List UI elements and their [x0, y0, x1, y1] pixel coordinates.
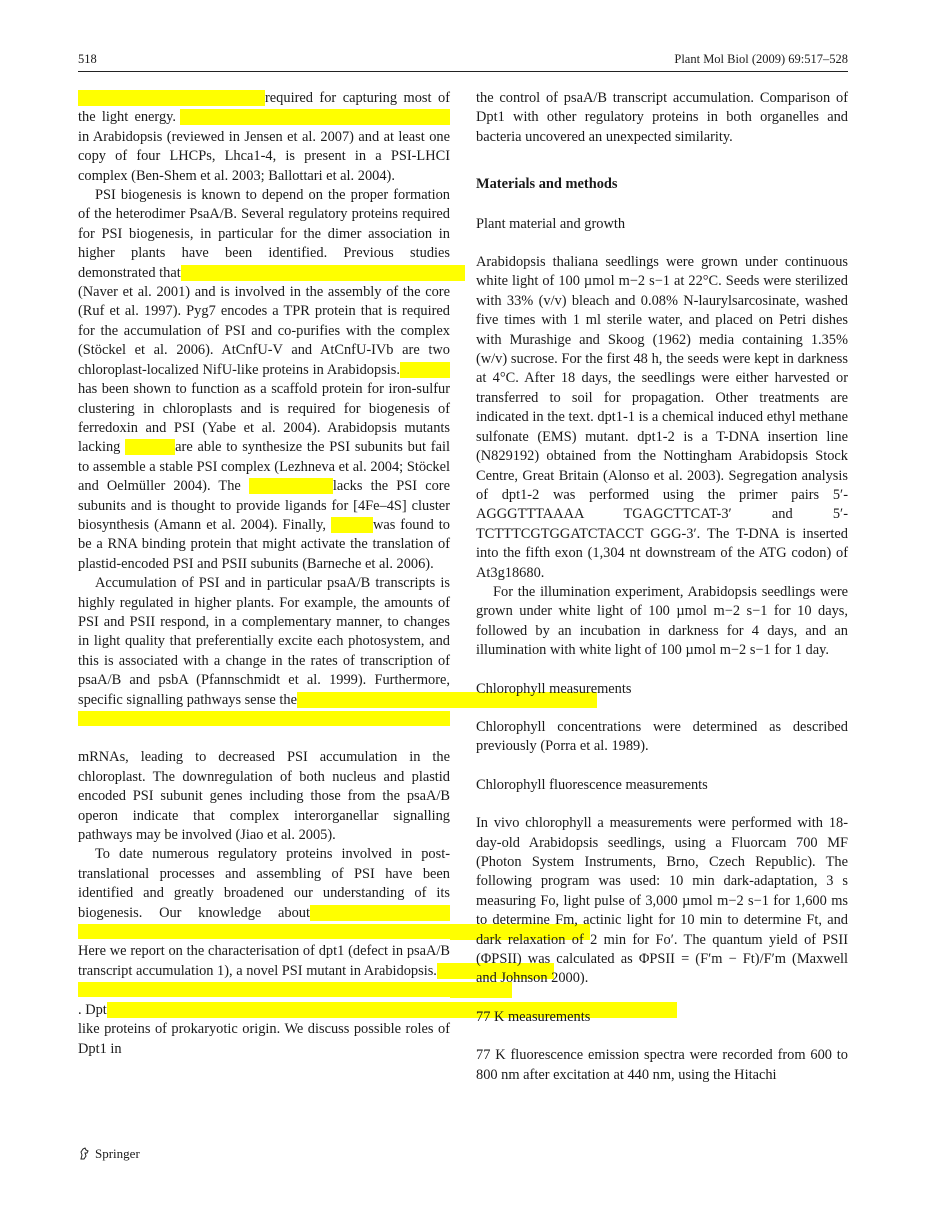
- springer-horse-icon: [78, 1147, 91, 1160]
- section-heading-methods: Materials and methods: [476, 176, 618, 193]
- blank-line: [476, 757, 848, 776]
- text-rep-b: Here we report on the characterisation of dpt1 (defect in psaA/B transcript accumulation 1), a novel PSI mutant in Arabidopsis.: [78, 943, 450, 979]
- text-rep-c: . Dpt: [78, 1001, 107, 1018]
- running-header: [78, 52, 848, 70]
- page-number: 518: [78, 52, 97, 66]
- text-psi-e: lacks the PSI core subunits and is thought to provide ligands for [4Fe–4S] cluster biosynthesis (Amann et al. 2004). Finally,: [78, 478, 450, 533]
- paragraph-accumulation: [78, 574, 450, 729]
- redaction-highlight: [331, 517, 373, 533]
- paragraph-comparison: the control of psaA/B transcript accumulation. Comparison of Dpt1 with other regulatory proteins in both organelles and bacteria uncovered an unexpected similarity.: [476, 90, 848, 145]
- redaction-highlight: [181, 265, 333, 281]
- redaction-highlight: [310, 905, 450, 921]
- right-column: [476, 89, 848, 1085]
- blank-line: [476, 989, 848, 1008]
- blank-line: [78, 729, 450, 748]
- journal-citation: Plant Mol Biol (2009) 69:517–528: [674, 52, 848, 66]
- publisher-name: Springer: [95, 1146, 140, 1161]
- subheading-plant-material: Plant material and growth: [476, 215, 626, 232]
- redaction-highlight: [333, 265, 465, 281]
- text-psi-f: was found to be a RNA binding protein that might activate the translation of plastid-encoded PSI and PSII subunits (Barneche et al. 2006).: [78, 516, 450, 572]
- text-rep-d: like proteins of prokaryotic origin. We discuss possible roles of Dpt1 in: [78, 1021, 450, 1057]
- redaction-highlight: [249, 478, 333, 494]
- paragraph-plant-material: Arabidopsis thaliana seedlings were grown under continuous white light of 100 µmol m−2 s−1 at 22°C. Seeds were sterilized with 33% (v/v) bleach and 0.08% N-laurylsarcosinate, washed five times with 1 ml sterile water, and placed on Petri dishes with Murashige and Skoog (1962) media containing 1.35% (w/v) sucrose. For the first 48 h, the seeds were kept in darkness at 4°C. After 18 days, the seedlings were either harvested or transferred to soil for propagation. Other treatments are indicated in the text. dpt1-1 is a chemical induced ethyl methane sulfonate (EMS) mutant. dpt1-2 is a T-DNA insertion line (N829192) obtained from the Nottingham Arabidopsis Stock Centre, Great Britain (Alonso et al. 2003). Segregation analysis of dpt1-2 was performed using the primer pairs 5′-AGGGTTTAAAA TGAGCTTCAT-3′ and 5′-TCTTTCGTGGATCTACCT GGG-3′. The T-DNA is inserted into the fifth exon (1,304 nt downstream of the ATG codon) of At3g18680.: [476, 254, 848, 581]
- paragraph-psi-biogenesis: [78, 186, 450, 574]
- text-lhc-energy: required for capturing most of the light energy.: [78, 90, 450, 126]
- footer: [78, 1146, 140, 1162]
- redaction-highlight: [78, 711, 450, 726]
- paragraph-77k: 77 K fluorescence emission spectra were recorded from 600 to 800 nm after excitation at 440 nm, using the Hitachi: [476, 1047, 848, 1083]
- redaction-highlight: [78, 924, 450, 939]
- paragraph-fluorescence: In vivo chlorophyll a measurements were performed with 18-day-old Arabidopsis seedlings, using a Fluorcam 700 MF (Photon System Instruments, Brno, Czech Republic). The following program was used: 10 min dark-adaptation, 3 s measuring Fo, light pulse of 3,000 µmol m−2 s−1 for 1,600 ms to determine Fm, actinic light for 10 min to determine Ft, and dark relaxation of 2 min for Fo′. The quantum yield of PSII (ΦPSII) was calculated as ΦPSII = (F′m − Ft)/F′m (Maxwell and Johnson 2000).: [476, 815, 848, 987]
- subheading-77k: 77 K measurements: [476, 1008, 591, 1025]
- redaction-highlight: [125, 439, 175, 455]
- paragraph-illumination: For the illumination experiment, Arabidopsis seedlings were grown under white light of 100 µmol m−2 s−1 for 10 days, followed by an incubation in darkness for 4 days, and an illumination with white light of 100 µmol m−2 s−1 for 1 day.: [476, 583, 848, 659]
- subheading-fluorescence: Chlorophyll fluorescence measurements: [476, 776, 708, 793]
- text-psi-a: PSI biogenesis is known to depend on the proper formation of the heterodimer PsaA/B. Several regulatory proteins required for PSI biogenesis, in particular for the dimer association in higher plants have been identified. Previous studies demonstrated that: [78, 187, 450, 281]
- text-acc-a: Accumulation of PSI and in particular psaA/B transcripts is highly regulated in higher plants. For example, the amounts of PSI and PSII respond, in a complementary manner, to changes in light quality that preferentially excite each photosystem, and this is associated with a change in the rates of transcription of psaA/B and psbA (Pfannschmidt et al. 1999). Furthermore, specific signalling pathways sense the: [78, 575, 450, 708]
- paragraph-report: [78, 845, 450, 1058]
- text-psi-c: has been shown to function as a scaffold protein for iron-sulfur clustering in chloroplasts and is required for biogenesis of ferredoxin and PSI (Yabe et al. 2004). Arabidopsis mutants lacking: [78, 381, 450, 456]
- redaction-highlight: [107, 1002, 383, 1018]
- redaction-highlight: [78, 982, 450, 997]
- paragraph-chlorophyll: Chlorophyll concentrations were determined as described previously (Porra et al. 1989).: [476, 718, 848, 755]
- paragraph-lhc: [78, 89, 450, 186]
- text-acc-b: mRNAs, leading to decreased PSI accumulation in the chloroplast. The downregulation of both nucleus and plastid encoded PSI subunit genes including those from the psaA/B operon indicate that complex interorganellar signalling pathways may be involved (Jiao et al. 2005).: [78, 749, 450, 844]
- left-column: [78, 89, 450, 1059]
- blank-line: [476, 661, 848, 680]
- redaction-highlight: [180, 109, 450, 125]
- header-rule: [78, 71, 848, 72]
- text-psi-b: (Naver et al. 2001) and is involved in the assembly of the core (Ruf et al. 1997). Pyg7 encodes a TPR protein that is required for the accumulation of PSI and co-purifies with the complex (Stöckel et al. 2006). AtCnfU-V and AtCnfU-IVb are two chloroplast-localized NifU-like proteins in Arabidopsis.: [78, 284, 450, 378]
- redaction-highlight: [400, 362, 450, 378]
- text-psi-d: are able to synthesize the PSI subunits but fail to assemble a stable PSI complex (Lezhneva et al. 2004; Stöckel and Oelmüller 2004). The: [78, 439, 450, 495]
- text-rep-a: To date numerous regulatory proteins involved in post-translational processes and assembling of PSI have been identified and greatly broadened our understanding of its biogenesis. Our knowledge about: [78, 846, 450, 921]
- subheading-chlorophyll: Chlorophyll measurements: [476, 680, 632, 697]
- redaction-highlight: [78, 90, 265, 106]
- paragraph-mrna: [78, 748, 450, 845]
- text-lhc-refs: in Arabidopsis (reviewed in Jensen et al. 2007) and at least one copy of four LHCPs, Lhca1-4, is present in a PSI-LHCI complex (Ben-Shem et al. 2003; Ballottari et al. 2004).: [78, 128, 450, 184]
